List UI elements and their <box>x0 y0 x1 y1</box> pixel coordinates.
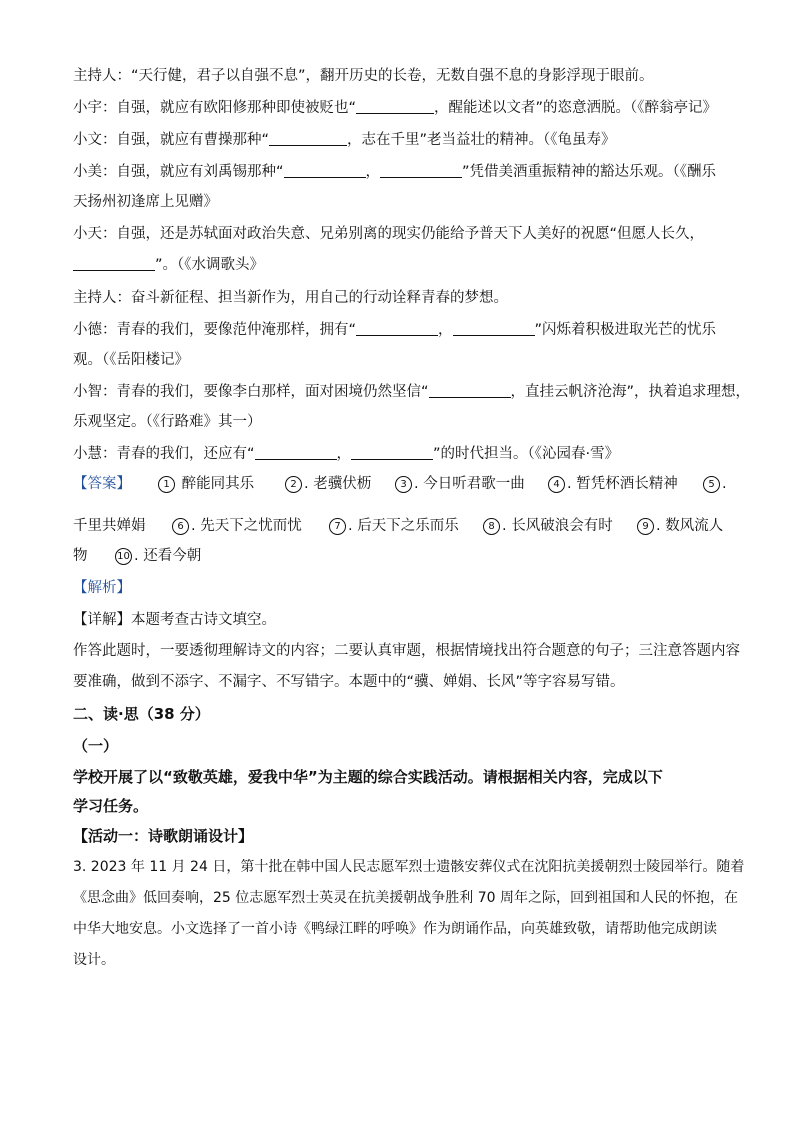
text: 乐观坚定。（《行路难》其一） <box>73 414 262 430</box>
circled-number: 6 <box>172 518 189 535</box>
answer-text: 数风流人 <box>665 518 724 534</box>
answer-item-6: 6 . 先天下之忧而忧 <box>172 516 302 536</box>
question-3-line3: 中华大地安息。小文选择了一首小诗《鸭绿江畔的呼唤》作为朗诵作品，向英雄致敬，请帮助他完成朗读 <box>73 921 717 937</box>
text: ，醒能述以文者”的恣意洒脱。（《醉翁亭记》 <box>434 100 718 116</box>
answer-item-5: 千里共婵娟 <box>73 518 146 534</box>
answer-text: 长风破浪会有时 <box>511 518 613 534</box>
xiaozhi-line <box>73 382 750 402</box>
xiaode-line <box>73 320 716 340</box>
text: 天扬州初逢席上见赠》 <box>73 194 218 210</box>
text: ”的时代担当。（《沁园春·雪》 <box>433 446 620 462</box>
fill-blank[interactable] <box>351 445 433 460</box>
answer-text: 还看今朝 <box>143 548 202 564</box>
circled-number: 9 <box>637 518 654 535</box>
text: ，志在千里”老当益壮的精神。（《龟虽寿》 <box>347 132 616 148</box>
section-heading: 二、读·思（38 分） <box>73 705 210 723</box>
host-intro-line <box>73 66 654 86</box>
answer-item-1 <box>158 474 254 494</box>
analysis-label: 【解析】 <box>73 580 131 596</box>
answer-item-7: 7 . 后天下之乐而乐 <box>329 516 459 536</box>
fill-blank[interactable] <box>380 163 462 178</box>
answer-item-3: 3 . 今日听君歌一曲 <box>395 474 525 494</box>
text: ”。（《水调歌头》 <box>155 257 265 273</box>
answer-item-2: 2 . 老骥伏枥 <box>285 474 371 494</box>
circled-number: 1 <box>158 476 175 493</box>
analysis-paragraph-line1: 作答此题时，一要透彻理解诗文的内容；二要认真审题，根据情境找出符合题意的句子；三注意答题内容 <box>73 643 740 659</box>
analysis-paragraph-line2: 要准确，做到不添字、不漏字、不写错字。本题中的“骥、婵娟、长风”等字容易写错。 <box>73 674 625 690</box>
xiaomei-line <box>73 162 716 182</box>
answer-text: 暂凭杯酒长精神 <box>576 476 678 492</box>
text: ， <box>336 446 352 462</box>
xiaoyu-line <box>73 98 717 118</box>
text: ”闪烁着积极进取光芒的忧乐 <box>534 322 717 338</box>
text: 小天：自强，还是苏轼面对政治失意、兄弟别离的现实仍能给予普天下人美好的祝愿“但愿人长久， <box>73 226 705 242</box>
text: 主持人：“天行健，君子以自强不息”，翻开历史的长卷，无数自强不息的身影浮现于眼前。 <box>73 68 654 84</box>
activity-heading: 【活动一：诗歌朗诵设计】 <box>73 827 254 845</box>
answer-text: 醉能同其乐 <box>181 476 255 492</box>
circled-number: 7 <box>329 518 346 535</box>
fill-blank[interactable] <box>356 321 438 336</box>
host-line-2 <box>73 288 508 308</box>
circled-number: 3 <box>395 476 412 493</box>
answer-item-5-number: 5 . <box>703 474 727 494</box>
answer-label: 【答案】 <box>73 476 131 492</box>
text: 主持人：奋斗新征程、担当新作为，用自己的行动诠释青春的梦想。 <box>73 290 508 306</box>
circled-number: 4 <box>548 476 565 493</box>
text: ”凭借美酒重振精神的豁达乐观。（《酬乐 <box>462 164 717 180</box>
circled-number: 5 <box>703 476 720 493</box>
question-3-line1: 3. 2023 年 11 月 24 日，第十批在韩中国人民志愿军烈士遗骸安葬仪式在沈阳抗美援朝烈士陵园举行。随着 <box>73 859 745 875</box>
xiaomei-line-cont <box>73 192 218 212</box>
fill-blank[interactable] <box>429 383 511 398</box>
text: ， <box>365 164 381 180</box>
text: 小智：青春的我们，要像李白那样，面对困境仍然坚信“ <box>73 384 429 400</box>
answer-item-9: 9 . 数风流人 <box>637 516 723 536</box>
xiaohui-line <box>73 444 619 464</box>
question-3-line4: 设计。 <box>73 952 115 968</box>
text: ，直挂云帆济沧海”，执着追求理想， <box>510 384 751 400</box>
answer-text: 今日听君歌一曲 <box>423 476 525 492</box>
answer-item-4: 4 . 暂凭杯酒长精神 <box>548 474 678 494</box>
fill-blank[interactable] <box>453 321 535 336</box>
text: 小慧：青春的我们，还应有“ <box>73 446 255 462</box>
task-instruction-line2: 学习任务。 <box>73 797 149 815</box>
answer-text: 老骥伏枥 <box>313 476 372 492</box>
circled-number: 10 <box>115 548 132 565</box>
answer-item-8: 8 . 长风破浪会有时 <box>483 516 613 536</box>
text: ， <box>438 322 453 338</box>
fill-blank[interactable] <box>255 445 337 460</box>
question-3-line2: 《思念曲》低回奏响，25 位志愿军烈士英灵在抗美援朝战争胜利 70 周年之际，回到祖国和人民的怀抱，在 <box>73 890 738 906</box>
circled-number: 8 <box>483 518 500 535</box>
xiaozhi-line-cont <box>73 412 262 432</box>
text: 小文：自强，就应有曹操那种“ <box>73 132 270 148</box>
answer-item-9-cont: 物 <box>73 548 88 564</box>
xiaotian-line <box>73 224 704 244</box>
answer-text: 先天下之忧而忧 <box>200 518 302 534</box>
xiaowen-line <box>73 130 616 150</box>
fill-blank[interactable] <box>73 256 155 271</box>
text: 观。（《岳阳楼记》 <box>73 352 189 368</box>
text: 小德：青春的我们，要像范仲淹那样，拥有“ <box>73 322 357 338</box>
text: 小美：自强，就应有刘禹锡那种“ <box>73 164 284 180</box>
answer-text: 后天下之乐而乐 <box>357 518 459 534</box>
subsection-heading: （一） <box>73 737 119 755</box>
xiaotian-line-cont <box>73 255 264 275</box>
answer-item-10: 10 . 还看今朝 <box>115 546 201 566</box>
circled-number: 2 <box>285 476 302 493</box>
fill-blank[interactable] <box>356 99 434 114</box>
fill-blank[interactable] <box>284 163 366 178</box>
text: 小宇：自强，就应有欧阳修那种即使被贬也“ <box>73 100 357 116</box>
task-instruction-line1: 学校开展了以“致敬英雄，爱我中华”为主题的综合实践活动。请根据相关内容，完成以下 <box>73 768 663 786</box>
fill-blank[interactable] <box>269 131 347 146</box>
xiaode-line-cont <box>73 350 189 370</box>
analysis-detail: 【详解】本题考查古诗文填空。 <box>73 612 276 628</box>
